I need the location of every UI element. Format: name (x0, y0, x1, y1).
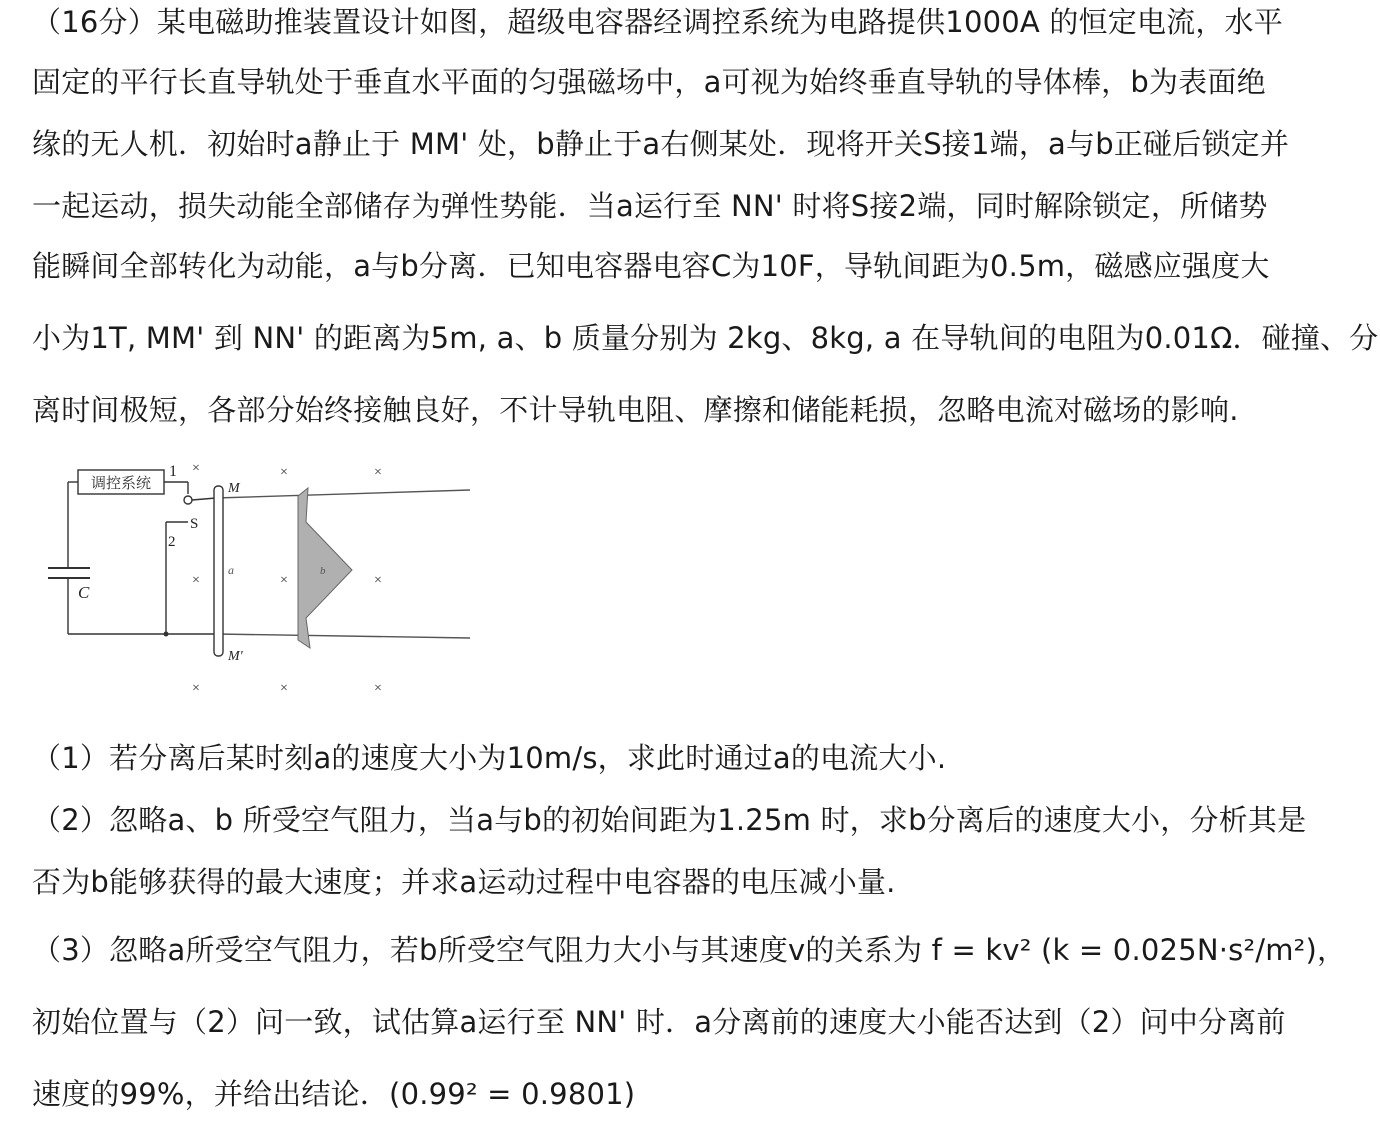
control-system-label: 调控系统 (90, 476, 152, 492)
switch-terminal-2-label: 2 (168, 534, 176, 550)
field-mark: × (374, 465, 382, 480)
problem-line-4: 一起运动，损失动能全部储存为弹性势能．当a运行至 NN' 时将S接2端，同时解除锁定，所储势 (32, 189, 1268, 223)
field-mark: × (374, 573, 382, 588)
rod-top-label: M (228, 481, 240, 496)
question-1: （1）若分离后某时刻a的速度大小为10m/s，求此时通过a的电流大小. (32, 741, 947, 775)
question-3-line-1: （3）忽略a所受空气阻力，若b所受空气阻力大小与其速度v的关系为 f = kv² (k = 0.025N·s²/m²)， (32, 933, 1347, 967)
field-mark: × (192, 461, 200, 476)
question-3-line-2: 初始位置与（2）问一致，试估算a运行至 NN' 时．a分离前的速度大小能否达到（2）问中分离前 (32, 1005, 1286, 1039)
rod-bottom-label: M' (228, 649, 243, 664)
rod-a-label: a (228, 563, 234, 577)
question-2-line-1: （2）忽略a、b 所受空气阻力，当a与b的初始间距为1.25m 时，求b分离后的速度大小，分析其是 (32, 803, 1307, 837)
switch-pivot (184, 496, 192, 504)
problem-line-3: 缘的无人机．初始时a静止于 MM' 处，b静止于a右侧某处．现将开关S接1端，a与b正碰后锁定并 (32, 127, 1290, 161)
field-mark: × (192, 681, 200, 696)
question-2-line-2: 否为b能够获得的最大速度；并求a运动过程中电容器的电压减小量. (32, 865, 896, 899)
capacitor-label: C (78, 583, 90, 602)
rail-bottom (216, 634, 470, 638)
switch-terminal-1-label: 1 (169, 463, 177, 480)
rail-top (216, 490, 470, 498)
question-3-line-3: 速度的99%，并给出结论．(0.99² = 0.9801) (32, 1077, 636, 1111)
field-mark: × (280, 573, 288, 588)
problem-line-7: 离时间极短，各部分始终接触良好，不计导轨电阻、摩擦和储能耗损，忽略电流对磁场的影响. (32, 393, 1239, 427)
switch-label: S (190, 516, 199, 532)
field-mark: × (280, 681, 288, 696)
field-mark: × (374, 681, 382, 696)
problem-line-2: 固定的平行长直导轨处于垂直水平面的匀强磁场中，a可视为始终垂直导轨的导体棒，b为表面绝 (32, 65, 1266, 99)
field-mark: × (192, 573, 200, 588)
problem-line-5: 能瞬间全部转化为动能，a与b分离．已知电容器电容C为10F，导轨间距为0.5m，磁感应强度大 (32, 249, 1270, 283)
field-mark: × (280, 465, 288, 480)
circuit-figure (40, 452, 490, 702)
problem-line-6: 小为1T, MM' 到 NN' 的距离为5m, a、b 质量分别为 2kg、8kg, a 在导轨间的电阻为0.01Ω．碰撞、分 (32, 321, 1379, 355)
drone-b-label: b (320, 565, 326, 577)
problem-line-1: （16分）某电磁助推装置设计如图，超级电容器经调控系统为电路提供1000A 的恒定电流，水平 (32, 5, 1283, 39)
rod-a (214, 486, 223, 656)
